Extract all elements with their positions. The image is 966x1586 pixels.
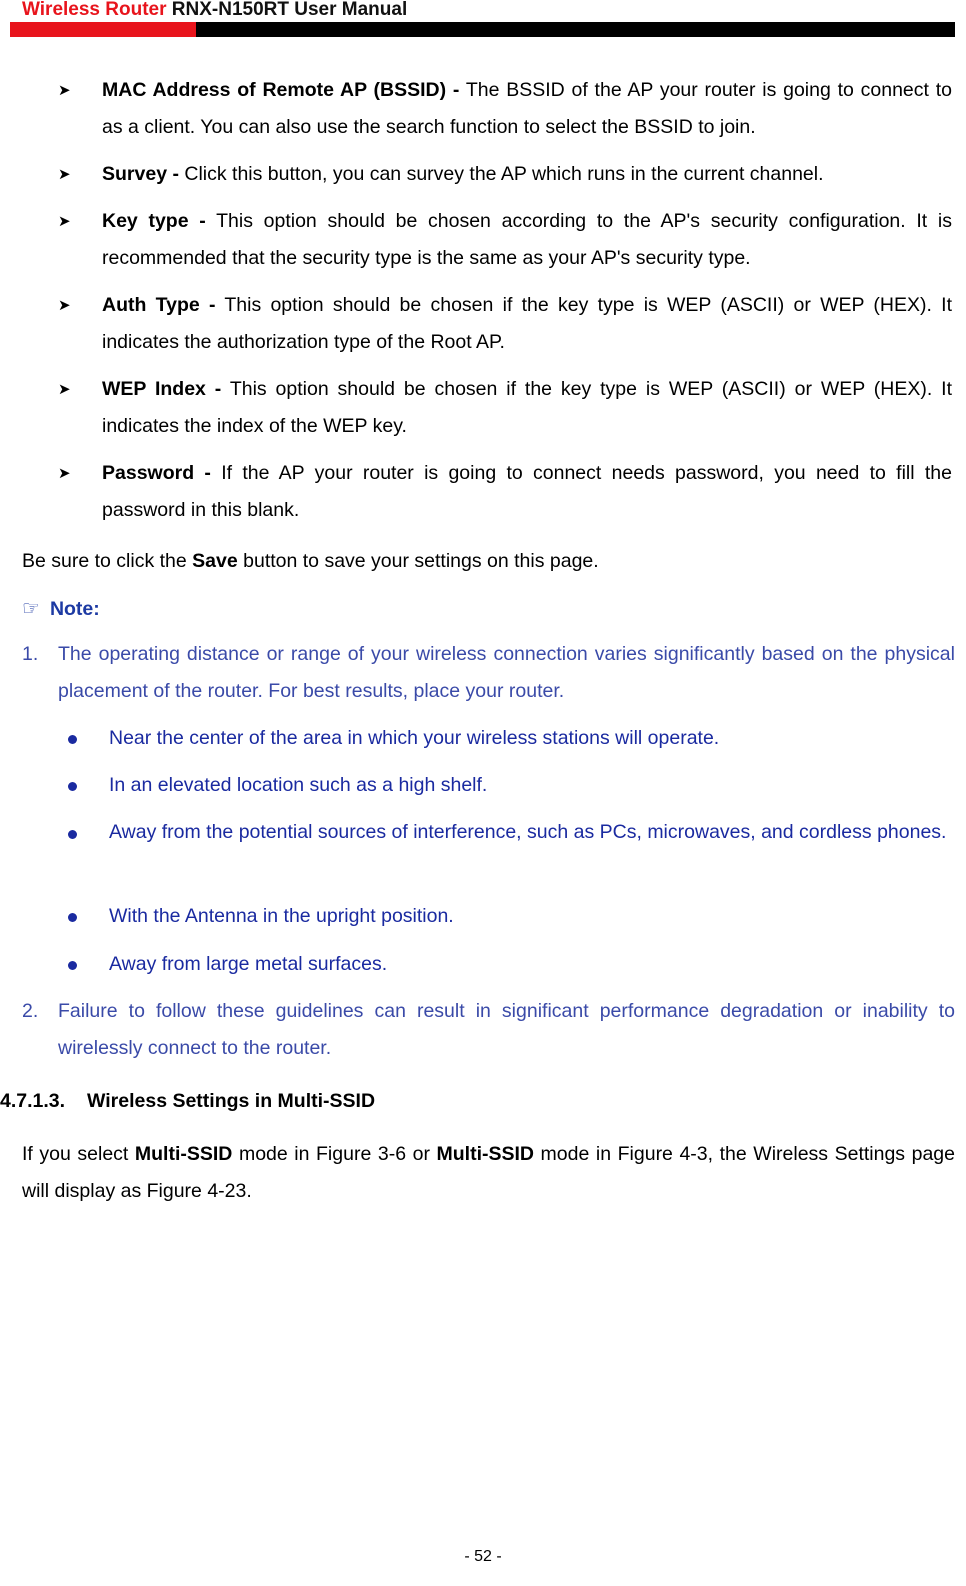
save-instruction-bold: Save <box>192 550 238 572</box>
definition-desc: This option should be chosen if the key type is WEP (ASCII) or WEP (HEX). It indicates the index of the WEP key. <box>102 378 953 437</box>
definition-item-auth-type <box>102 287 952 361</box>
definition-desc: Click this button, you can survey the AP which runs in the current channel. <box>178 163 824 185</box>
definition-term: WEP Index - <box>102 378 222 400</box>
paragraph-bold: Multi-SSID <box>436 1143 534 1165</box>
save-instruction-pre: Be sure to click the <box>22 550 193 572</box>
note-number: 1. <box>22 643 39 665</box>
definition-desc: If the AP your router is going to connect needs password, you need to fill the password in this blank. <box>102 462 952 521</box>
definition-item-password <box>102 455 952 529</box>
definition-item-wep-index <box>102 371 952 445</box>
definition-term: MAC Address of Remote AP (BSSID) - <box>102 79 460 101</box>
paragraph-text: If you select <box>22 1143 135 1165</box>
placement-tip: With the Antenna in the upright position. <box>109 905 454 927</box>
page-number: - 52 - <box>464 1548 502 1565</box>
arrow-bullet-icon: ➤ <box>58 166 71 183</box>
definition-term: Auth Type - <box>102 294 216 316</box>
note-heading <box>22 591 100 628</box>
bullet-dot-icon <box>68 782 77 791</box>
arrow-bullet-icon: ➤ <box>58 381 71 398</box>
pointing-hand-icon: ☞ <box>22 598 40 620</box>
section-number: 4.7.1.3. <box>0 1090 66 1112</box>
placement-tip: Near the center of the area in which your wireless stations will operate. <box>109 727 720 749</box>
placement-tip: Away from the potential sources of interference, such as PCs, microwaves, and cordless phones. <box>109 821 947 843</box>
placement-tip: Away from large metal surfaces. <box>109 953 388 975</box>
definition-desc: This option should be chosen if the key type is WEP (ASCII) or WEP (HEX). It indicates the authorization type of the Root AP. <box>102 294 952 353</box>
bullet-dot-icon <box>68 913 77 922</box>
multi-ssid-paragraph <box>22 1136 955 1210</box>
definition-term: Key type - <box>102 210 206 232</box>
placement-tip: In an elevated location such as a high shelf. <box>109 774 488 796</box>
definition-item-survey <box>102 156 952 193</box>
note-number: 2. <box>22 1000 39 1022</box>
arrow-bullet-icon: ➤ <box>58 82 71 99</box>
definition-term: Password - <box>102 462 211 484</box>
section-title: Wireless Settings in Multi-SSID <box>87 1090 376 1112</box>
paragraph-bold: Multi-SSID <box>134 1143 233 1165</box>
bullet-dot-icon <box>68 735 77 744</box>
arrow-bullet-icon: ➤ <box>58 213 71 230</box>
bullet-dot-icon <box>68 830 77 839</box>
save-instruction <box>22 543 599 580</box>
paragraph-text: mode in Figure 3-6 or <box>232 1143 437 1165</box>
bullet-dot-icon <box>68 961 77 970</box>
note-label: Note: <box>49 598 100 620</box>
definition-term: Survey - <box>102 163 179 185</box>
header-model: RNX-N150RT User Manual <box>171 0 408 20</box>
arrow-bullet-icon: ➤ <box>58 465 71 482</box>
header-divider-bar <box>10 22 955 37</box>
definition-item-key-type <box>102 203 952 277</box>
note-point-1: The operating distance or range of your wireless connection varies significantly based on the physical placement of the router. For best results, place your router. <box>58 643 955 702</box>
manual-header-title <box>22 0 407 20</box>
note-point-2: Failure to follow these guidelines can result in significant performance degradation or inability to wirelessly connect to the router. <box>58 1000 955 1059</box>
definition-desc: The BSSID of the AP your router is going to connect to as a client. You can also use the search function to select the BSSID to join. <box>102 79 952 138</box>
arrow-bullet-icon: ➤ <box>58 297 71 314</box>
save-instruction-post: button to save your settings on this page. <box>237 550 599 572</box>
definition-item-bssid <box>102 72 952 146</box>
header-brand: Wireless Router <box>22 0 167 20</box>
header-divider-accent <box>10 22 196 37</box>
paragraph-text: mode in Figure 4-3, the Wireless Settings page will display as Figure 4-23. <box>22 1143 955 1202</box>
definition-desc: This option should be chosen according to the AP's security configuration. It is recommended that the security type is the same as your AP's security type. <box>102 210 952 269</box>
